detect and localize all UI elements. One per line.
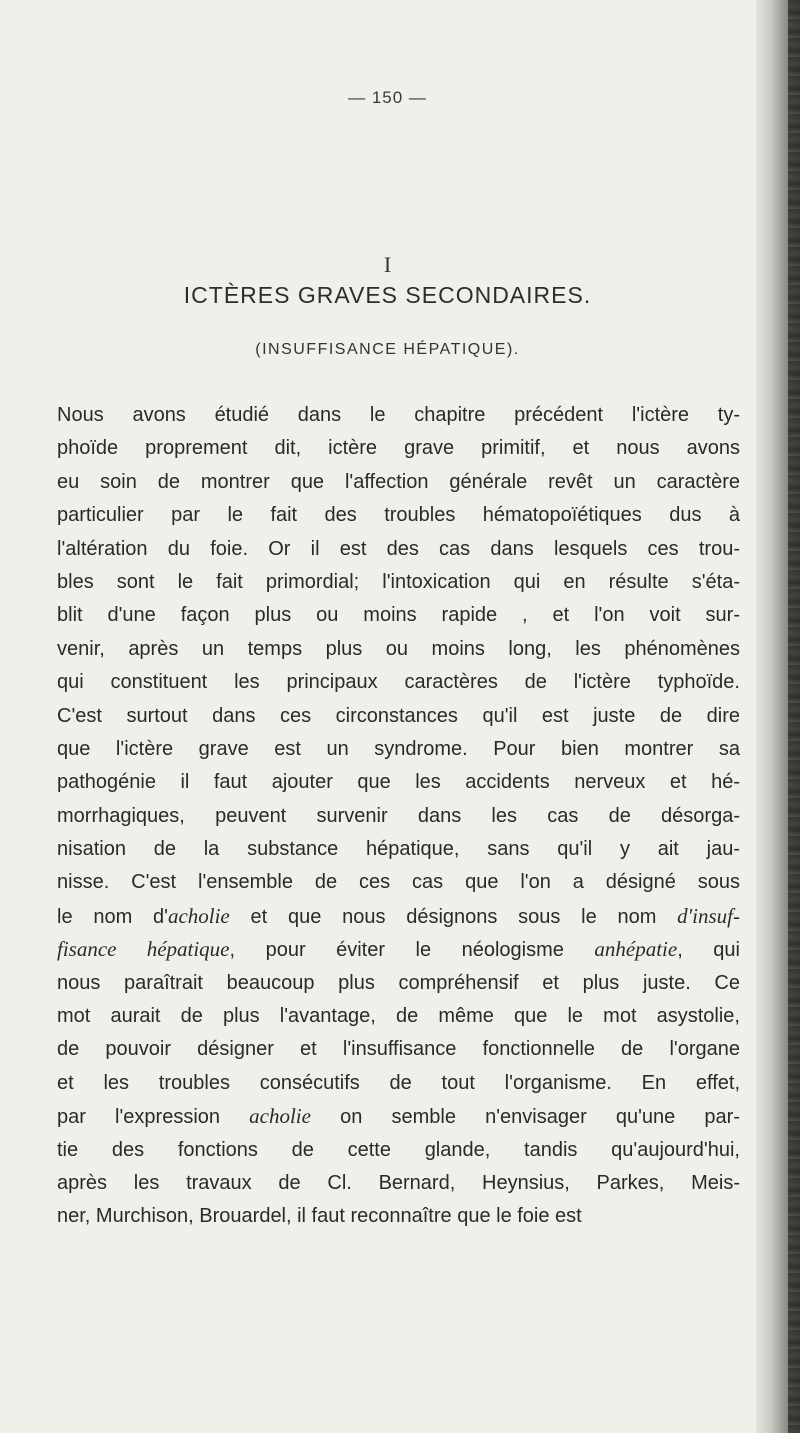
chapter-subtitle: (INSUFFISANCE HÉPATIQUE). xyxy=(255,341,520,358)
text-run: on semble n'envisager qu'une par- xyxy=(310,1106,740,1129)
text-run: de pouvoir désigner et l'insuffisance fonctionnelle de l'organe xyxy=(57,1038,740,1061)
text-line xyxy=(57,967,740,1000)
italic-term: anhépatie xyxy=(594,937,678,962)
italic-term: d'insuf- xyxy=(677,903,740,928)
text-run: ner, Murchison, Brouardel, il faut reconnaître que le foie est xyxy=(57,1205,582,1228)
text-run: , qui xyxy=(677,939,740,962)
text-run: bles sont le fait primordial; l'intoxication qui en résulte s'éta- xyxy=(57,570,740,593)
text-line xyxy=(57,833,740,866)
chapter-title: ICTÈRES GRAVES SECONDAIRES. xyxy=(183,282,592,308)
text-run: l'altération du foie. Or il est des cas dans lesquels ces trou- xyxy=(57,537,740,560)
text-run: eu soin de montrer que l'affection générale revêt un caractère xyxy=(57,470,740,493)
text-run: , pour éviter le néologisme xyxy=(229,939,595,962)
italic-term: acholie xyxy=(249,1104,311,1129)
text-line xyxy=(57,800,740,833)
text-line xyxy=(57,1067,740,1100)
text-run: pathogénie il faut ajouter que les accidents nerveux et hé- xyxy=(57,771,740,794)
text-line xyxy=(57,733,740,766)
text-line xyxy=(57,1000,740,1033)
text-line xyxy=(57,533,740,566)
text-run: et que nous désignons sous le nom xyxy=(229,905,678,928)
text-line xyxy=(57,566,740,599)
text-run: morrhagiques, peuvent survenir dans les cas de désorga- xyxy=(57,804,740,827)
text-run: nisation de la substance hépatique, sans qu'il y ait jau- xyxy=(57,838,740,861)
text-run: particulier par le fait des troubles hématopoïétiques dus à xyxy=(57,504,740,527)
text-line xyxy=(57,666,740,699)
section-numeral: I xyxy=(383,252,392,277)
text-line xyxy=(57,499,740,532)
text-line xyxy=(57,1033,740,1066)
text-line xyxy=(57,432,740,465)
text-line xyxy=(57,1167,740,1200)
text-run: qui constituent les principaux caractères de l'ictère typhoïde. xyxy=(57,671,740,694)
text-line xyxy=(57,399,740,432)
text-line xyxy=(57,633,740,666)
text-line xyxy=(57,700,740,733)
text-line xyxy=(57,866,740,899)
text-line xyxy=(57,466,740,499)
text-run: blit d'une façon plus ou moins rapide , et l'on voit sur- xyxy=(57,604,740,627)
text-run: que l'ictère grave est un syndrome. Pour bien montrer sa xyxy=(57,737,740,760)
page-number: — 150 — xyxy=(348,88,427,107)
text-run: nous paraîtrait beaucoup plus compréhensif et plus juste. Ce xyxy=(57,971,740,994)
text-line xyxy=(57,933,740,966)
italic-term: acholie xyxy=(167,903,230,928)
text-run: venir, après un temps plus ou moins long, les phénomènes xyxy=(57,637,740,660)
text-run: mot aurait de plus l'avantage, de même que le mot asystolie, xyxy=(57,1005,740,1028)
text-line xyxy=(57,766,740,799)
text-run: le nom d' xyxy=(57,905,168,928)
text-line xyxy=(57,1200,740,1233)
text-run: C'est surtout dans ces circonstances qu'il est juste de dire xyxy=(57,704,740,727)
italic-term: fisance hépatique xyxy=(57,937,230,962)
text-run: Nous avons étudié dans le chapitre précédent l'ictère ty- xyxy=(57,404,740,426)
text-run: après les travaux de Cl. Bernard, Heynsius, Parkes, Meis- xyxy=(57,1171,740,1194)
text-line xyxy=(57,599,740,632)
text-run: tie des fonctions de cette glande, tandis qu'aujourd'hui, xyxy=(57,1138,740,1161)
page-binding-shadow xyxy=(788,0,800,1433)
text-line xyxy=(57,1134,740,1167)
text-run: phoïde proprement dit, ictère grave primitif, et nous avons xyxy=(57,437,740,460)
text-line xyxy=(57,900,740,933)
text-line xyxy=(57,1100,740,1133)
text-run: et les troubles consécutifs de tout l'organisme. En effet, xyxy=(57,1071,740,1094)
text-run: par l'expression xyxy=(57,1106,250,1129)
body-paragraph xyxy=(57,399,740,1234)
text-run: nisse. C'est l'ensemble de ces cas que l'on a désigné sous xyxy=(57,871,740,894)
